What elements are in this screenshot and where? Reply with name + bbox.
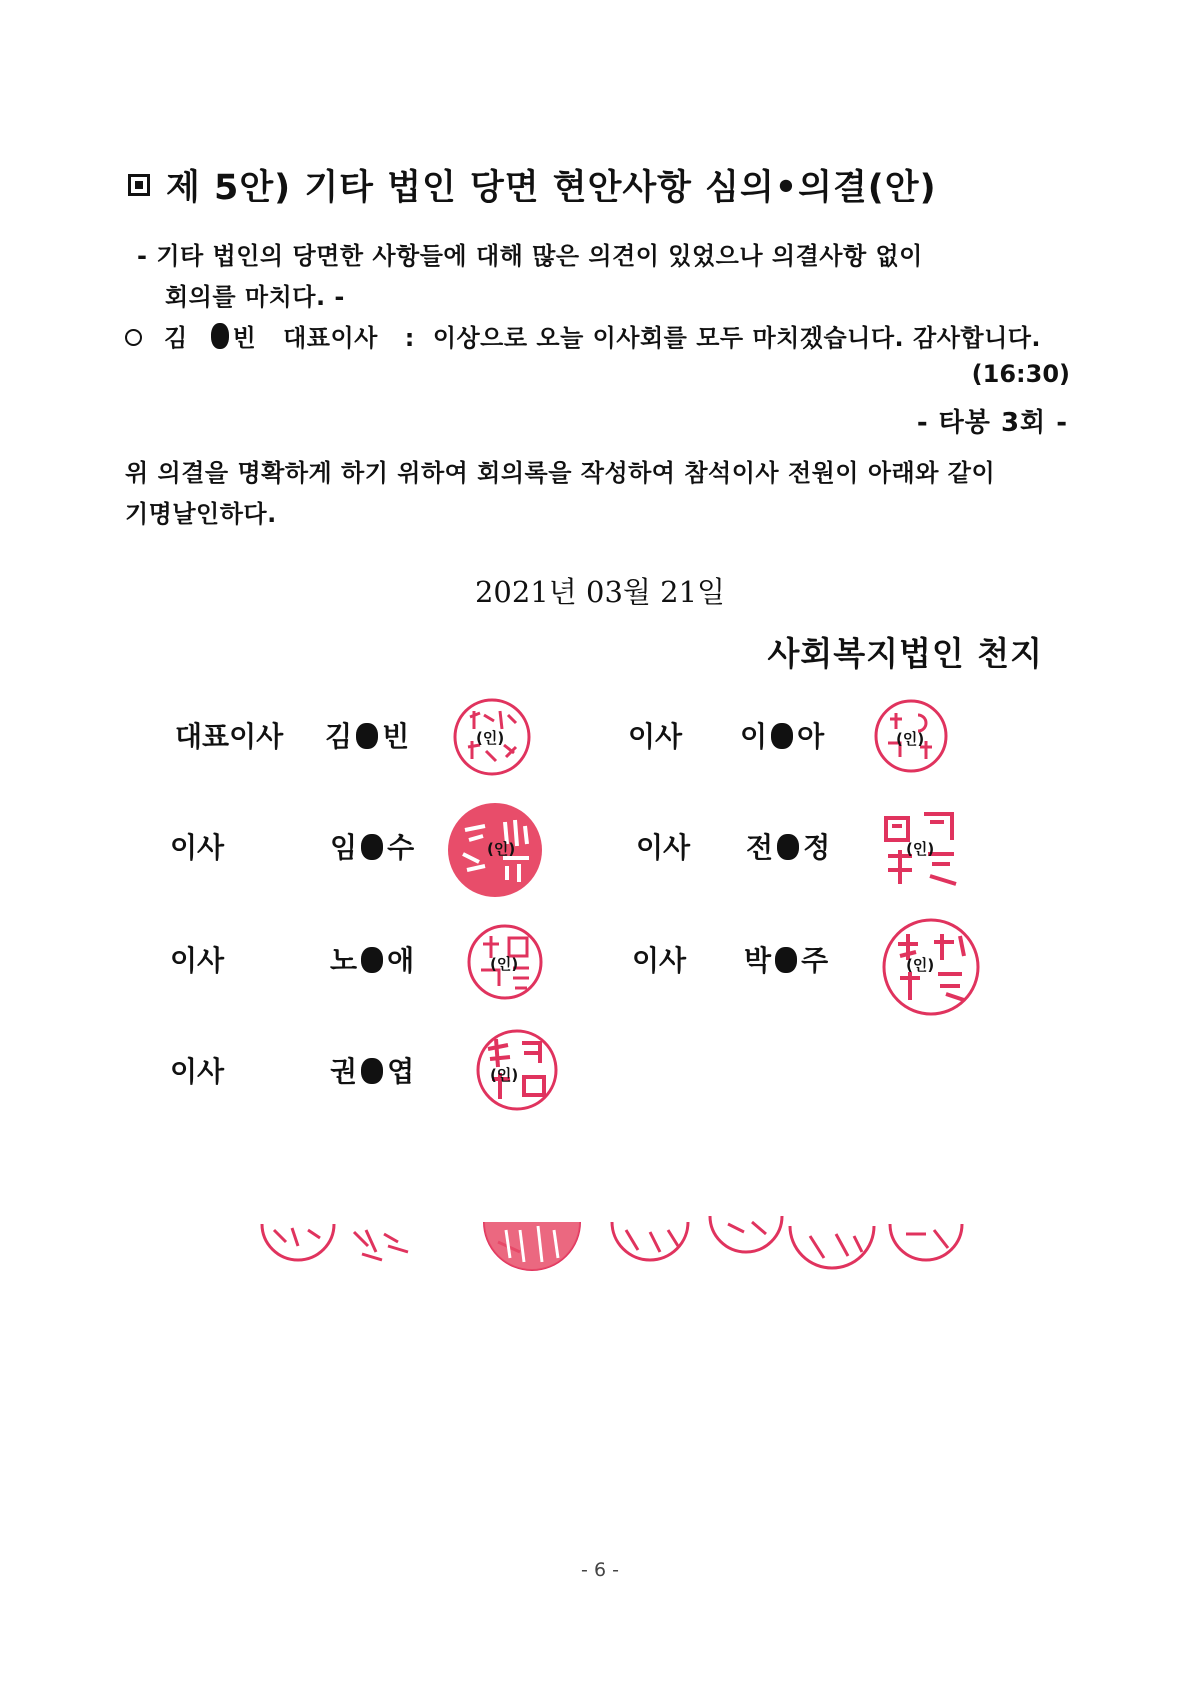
signatory-surname: 노 bbox=[330, 944, 358, 977]
seal-label: (인) bbox=[490, 955, 519, 973]
signatory-name bbox=[330, 826, 414, 866]
speaker-text: 이상으로 오늘 이사회를 모두 마치겠습니다. 감사합니다. bbox=[432, 324, 1042, 352]
redaction-mark bbox=[771, 723, 793, 749]
redaction-mark bbox=[777, 834, 799, 860]
signatory-title: 이사 bbox=[628, 720, 683, 753]
seal-label: (인) bbox=[896, 730, 925, 748]
signatory-surname: 이 bbox=[740, 720, 768, 753]
resolution-statement-2: 기명날인하다. bbox=[125, 500, 277, 528]
signatory-title: 대표이사 bbox=[175, 720, 284, 753]
speaker-suffix: 빈 bbox=[232, 324, 257, 352]
signatory-title: 이사 bbox=[636, 831, 691, 864]
resolution-statement-1: 위 의결을 명확하게 하기 위하여 회의록을 작성하여 참석이사 전원이 아래와 같이 bbox=[125, 459, 996, 487]
speaker-colon: : bbox=[404, 324, 415, 352]
signatory-suffix: 주 bbox=[801, 944, 829, 977]
signatory-name bbox=[746, 826, 830, 866]
redaction-mark bbox=[211, 323, 229, 349]
signatory-name bbox=[744, 939, 828, 979]
signatory-name bbox=[740, 715, 824, 755]
page-number: - 6 - bbox=[581, 1559, 619, 1581]
agenda-heading bbox=[128, 160, 937, 210]
signatory-name bbox=[330, 939, 414, 979]
seal-label: (인) bbox=[906, 956, 935, 974]
signatory-title: 이사 bbox=[170, 1055, 225, 1088]
circle-bullet-icon bbox=[125, 329, 142, 346]
square-bullet-icon bbox=[128, 174, 150, 196]
redaction-mark bbox=[356, 723, 378, 749]
redaction-mark bbox=[361, 1058, 383, 1084]
partial-seal-impressions bbox=[258, 1212, 988, 1274]
meeting-date: 2021년 03월 21일 bbox=[474, 575, 726, 609]
seal-label: (인) bbox=[476, 729, 505, 747]
signatory-title: 이사 bbox=[170, 944, 225, 977]
redaction-mark bbox=[361, 834, 383, 860]
agenda-heading-text: 제 5안) 기타 법인 당면 현안사항 심의•의결(안) bbox=[166, 168, 937, 208]
signatory-title: 이사 bbox=[632, 944, 687, 977]
closing-remark bbox=[125, 318, 1041, 353]
signatory-suffix: 수 bbox=[387, 831, 415, 864]
speaker-surname: 김 bbox=[164, 324, 188, 352]
signatory-surname: 전 bbox=[746, 831, 774, 864]
closing-time: (16:30) bbox=[971, 360, 1070, 388]
signatory-surname: 김 bbox=[325, 720, 353, 753]
seal-label: (인) bbox=[906, 840, 935, 858]
redaction-mark bbox=[361, 947, 383, 973]
signatory-name bbox=[325, 715, 409, 755]
signatory-surname: 권 bbox=[330, 1055, 358, 1088]
seal-label: (인) bbox=[490, 1066, 519, 1084]
signatory-suffix: 정 bbox=[803, 831, 831, 864]
signatory-name bbox=[330, 1050, 414, 1090]
discussion-line-1: - 기타 법인의 당면한 사항들에 대해 많은 의견이 있었으나 의결사항 없이 bbox=[137, 242, 923, 270]
signatory-suffix: 엽 bbox=[387, 1055, 415, 1088]
speaker-title: 대표이사 bbox=[283, 324, 378, 352]
signatory-suffix: 빈 bbox=[382, 720, 410, 753]
signatory-suffix: 아 bbox=[797, 720, 825, 753]
redaction-mark bbox=[775, 947, 797, 973]
seal-label: (인) bbox=[487, 840, 516, 858]
discussion-line-2: 회의를 마치다. - bbox=[165, 283, 345, 311]
gavel-strikes: - 타봉 3회 - bbox=[916, 408, 1068, 438]
corporation-name: 사회복지법인 천지 bbox=[767, 634, 1043, 673]
signatory-surname: 임 bbox=[330, 831, 358, 864]
signatory-surname: 박 bbox=[744, 944, 772, 977]
signatory-title: 이사 bbox=[170, 831, 225, 864]
signatory-suffix: 애 bbox=[387, 944, 415, 977]
